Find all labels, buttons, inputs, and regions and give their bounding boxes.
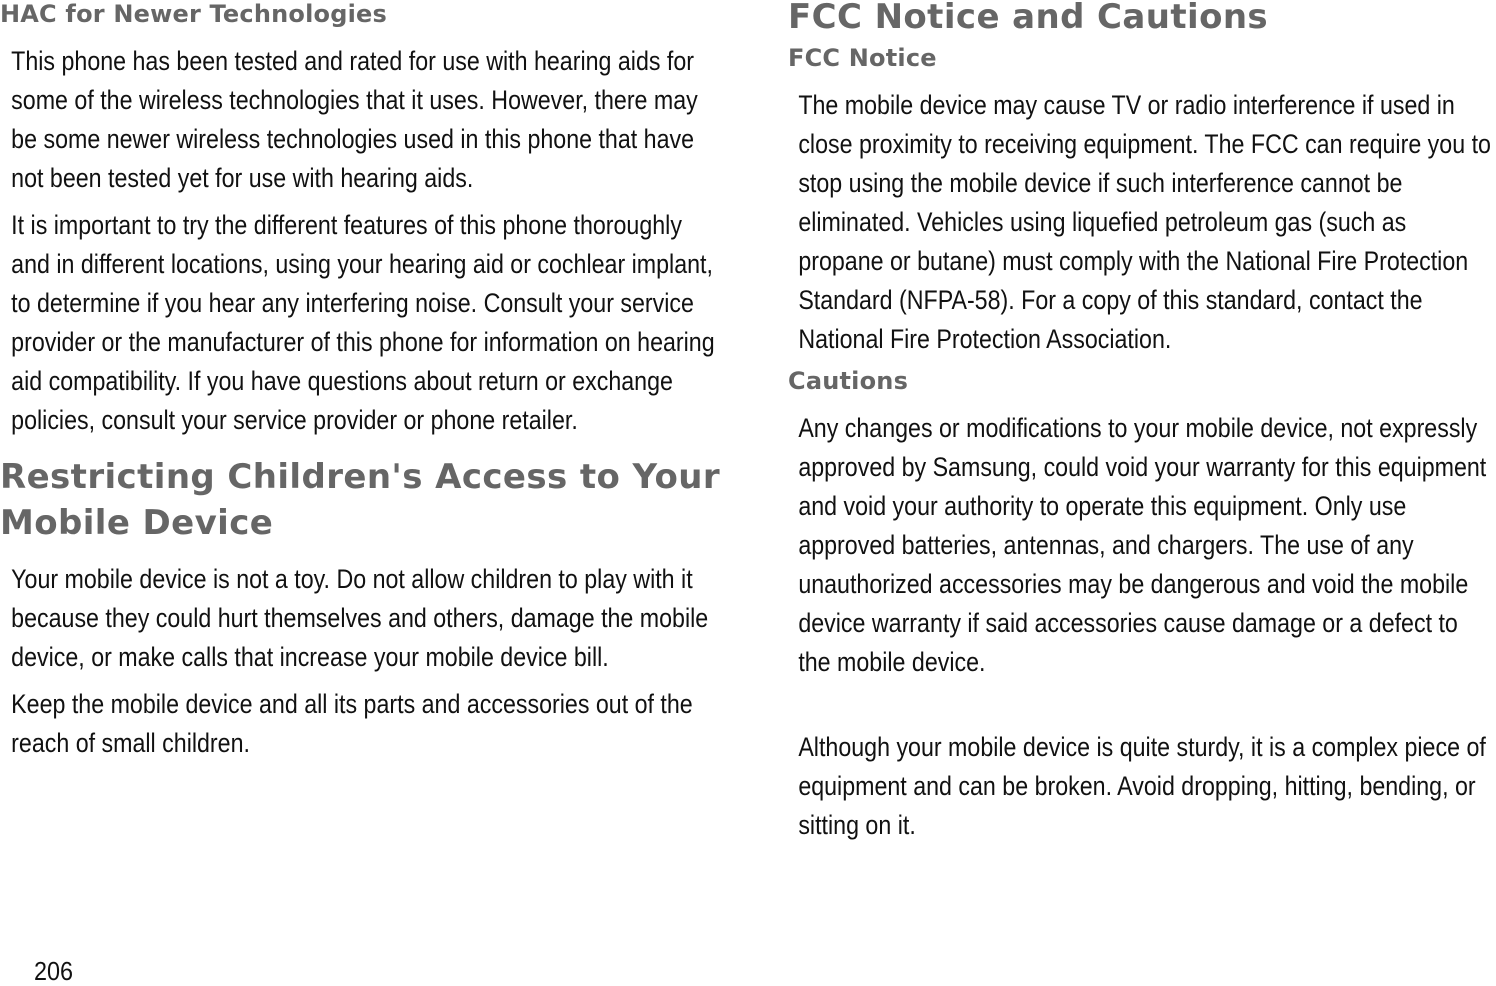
children-heading-line-1: Restricting Children's Access to Your — [0, 457, 720, 497]
right-column — [788, 0, 1496, 845]
fcc-heading: FCC Notice and Cautions — [788, 0, 1269, 37]
children-paragraph-1: Your mobile device is not a toy. Do not allow children to play with it because they could hurt themselves and others, damage the mobile device, or make calls that increase your mobile device bill. — [11, 564, 709, 672]
children-heading-line-2: Mobile Device — [0, 503, 274, 543]
left-column — [0, 0, 720, 763]
cautions-paragraph-1: Any changes or modifications to your mobile device, not expressly approved by Samsung, could void your warranty for this equipment and void your authority to operate this equipment. Only use approved batteries, antennas, and chargers. The use of any unauthorized accessories may be dangerous and void the mobile device warranty if said accessories cause damage or a defect to the mobile device. — [798, 413, 1487, 677]
cautions-subheading: Cautions — [788, 367, 909, 395]
hac-heading: HAC for Newer Technologies — [0, 0, 387, 28]
hac-paragraph-2: It is important to try the different features of this phone thoroughly and in different locations, using your hearing aid or cochlear implant, to determine if you hear any interfering noise. Consult your service provider or the manufacturer of this phone for information on hearing aid compatibility. If you have questions about return or exchange policies, consult your service provider or phone retailer. — [11, 210, 715, 435]
hac-paragraph-1: This phone has been tested and rated for use with hearing aids for some of the wireless technologies that it uses. However, there may be some newer wireless technologies used in this phone that have not been tested yet for use with hearing aids. — [11, 46, 698, 193]
children-heading — [0, 454, 720, 546]
fcc-notice-paragraph: The mobile device may cause TV or radio interference if used in close proximity to receiving equipment. The FCC can require you to stop using the mobile device if such interference cannot be eliminated. Vehicles using liquefied petroleum gas (such as propane or butane) must comply with the National Fire Protection Standard (NFPA-58). For a copy of this standard, contact the National Fire Protection Association. — [798, 90, 1491, 354]
fcc-notice-subheading: FCC Notice — [788, 44, 937, 72]
page-number: 206 — [34, 956, 74, 986]
children-paragraph-2: Keep the mobile device and all its parts and accessories out of the reach of small children. — [11, 689, 693, 758]
cautions-paragraph-2: Although your mobile device is quite sturdy, it is a complex piece of equipment and can be broken. Avoid dropping, hitting, bending, or sitting on it. — [798, 732, 1486, 840]
